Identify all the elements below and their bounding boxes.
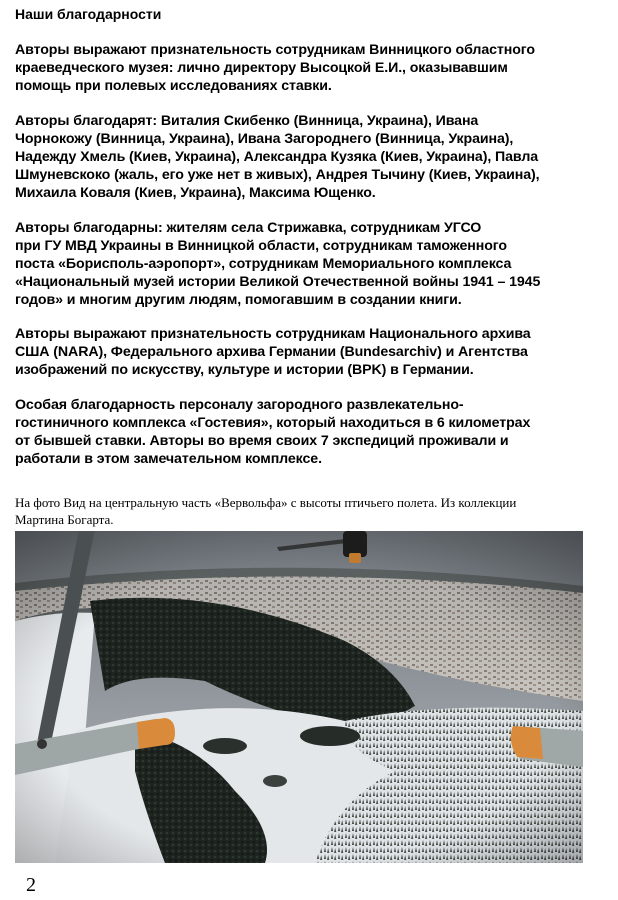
text-line: от бывшей ставки. Авторы во время своих 7 экспедиций проживали и [15, 433, 509, 449]
text-line: Шмуневскоко (жаль, его уже нет в живых), Андрея Тычину (Киев, Украина), [15, 167, 540, 183]
text-line: при ГУ МВД Украины в Винницкой области, сотрудникам таможенного [15, 238, 507, 254]
text-line: Авторы благодарят: Виталия Скибенко (Винница, Украина), Ивана [15, 113, 479, 129]
text-line: «Национальный музей истории Великой Отечественной войны 1941 – 1945 [15, 274, 541, 290]
text-line: США (NARA), Федерального архива Германии (Bundesarchiv) и Агентства [15, 344, 528, 360]
paragraph-archives-thanks [15, 325, 595, 379]
paragraph-museum-thanks [15, 41, 595, 95]
paragraph-hotel-thanks [15, 396, 595, 468]
caption-line: На фото Вид на центральную часть «Вервольфа» с высоты птичьего полета. Из коллекции [15, 495, 517, 510]
aerial-photo-icon [15, 531, 583, 863]
text-line: гостиничного комплекса «Гостевия», который находиться в 6 километрах [15, 415, 531, 431]
photo-caption [15, 494, 605, 528]
text-line: Надежду Хмель (Киев, Украина), Александра Кузяка (Киев, Украина), Павла [15, 149, 539, 165]
text-line: Чорнокожу (Винница, Украина), Ивана Загороднего (Винница, Украина), [15, 131, 514, 147]
text-line: поста «Борисполь-аэропорт», сотрудникам Мемориального комплекса [15, 256, 512, 272]
text-line: Авторы благодарны: жителям села Стрижавка, сотрудникам УГСО [15, 220, 482, 236]
aerial-photo [15, 531, 583, 863]
page-title: Наши благодарности [15, 6, 162, 22]
text-line: изображений по искусству, культуре и истории (BPK) в Германии. [15, 362, 474, 378]
caption-line: Мартина Богарта. [15, 512, 114, 527]
text-line: помощь при полевых исследованиях ставки. [15, 78, 332, 94]
text-line: Михаила Коваля (Киев, Украина), Максима Ющенко. [15, 185, 376, 201]
text-line: Авторы выражают признательность сотрудникам Винницкого областного [15, 42, 535, 58]
text-line: работали в этом замечательном комплексе. [15, 451, 322, 467]
text-line: годов» и многим другим людям, помогавшим в создании книги. [15, 292, 462, 308]
text-line: Особая благодарность персоналу загородного развлекательно- [15, 397, 464, 413]
page-number: 2 [26, 874, 36, 896]
paragraph-organizations-thanks [15, 219, 595, 309]
text-line: краеведческого музея: лично директору Высоцкой Е.И., оказывавшим [15, 60, 508, 76]
text-line: Авторы выражают признательность сотрудникам Национального архива [15, 326, 531, 342]
paragraph-people-thanks [15, 112, 595, 202]
